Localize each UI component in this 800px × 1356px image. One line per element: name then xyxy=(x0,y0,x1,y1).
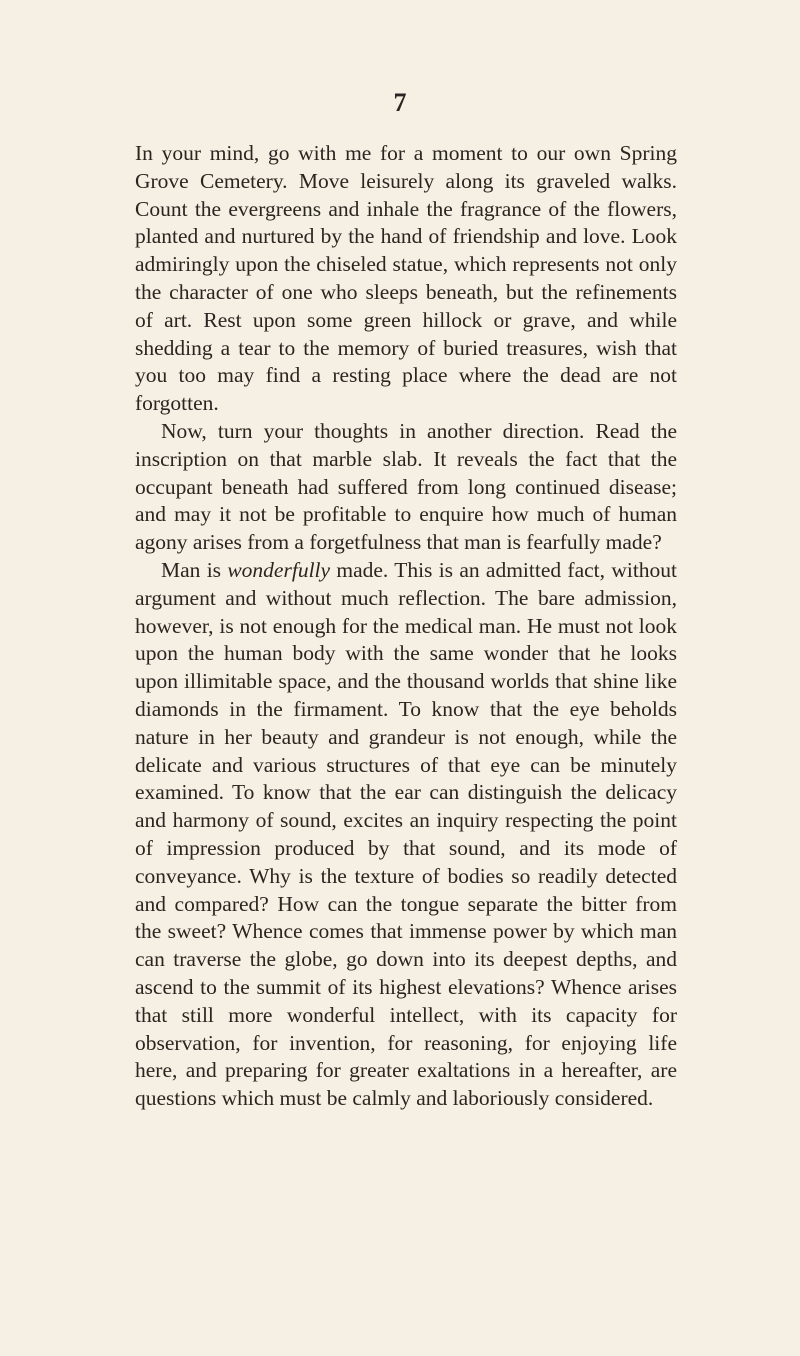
paragraph-text-end: made. This is an admitted fact, without argument and without much reflection. The bare admission, however, is not enough for the medical man. He must not look upon the human body with the same wonder that he looks upon illimitable space, and the thousand worlds that shine like diamonds in the firmament. To know that the eye beholds nature in her beauty and grandeur is not enough, while the delicate and various structures of that eye can be minutely examined. To know that the ear can distinguish the delicacy and harmony of sound, excites an inquiry respecting the point of impression produced by that sound, and its mode of conveyance. Why is the texture of bodies so readily detected and compared? How can the tongue separate the bitter from the sweet? Whence comes that immense power by which man can traverse the globe, go down into its deepest depths, and ascend to the summit of its highest elevations? Whence arises that still more wonderful intellect, with its capacity for observation, for invention, for reasoning, for enjoying life here, and preparing for greater exaltations in a hereafter, are questions which must be calmly and laboriously considered. xyxy=(135,557,678,1111)
page-number: 7 xyxy=(393,88,407,117)
emphasized-word: wonderfully xyxy=(227,557,331,582)
paragraph-text-start: Man is xyxy=(161,557,228,582)
paragraph-inscription: Now, turn your thoughts in another direction. Read the inscription on that marble slab. It reveals the fact that the occupant beneath had suffered from long continued disease; and may it not be profitable to enquire how much of human agony arises from a forgetfulness that man is fearfully made? xyxy=(135,418,677,555)
paragraph-cemetery: In your mind, go with me for a moment to our own Spring Grove Cemetery. Move leisurely along its graveled walks. Count the evergreens and inhale the fragrance of the flowers, planted and nurtured by the hand of friendship and love. Look admiringly upon the chiseled statue, which represents not only the character of one who sleeps beneath, but the refinements of art. Rest upon some green hillock or grave, and while shedding a tear to the memory of buried treasures, wish that you too may find a resting place where the dead are not forgotten. xyxy=(135,141,677,416)
body-text xyxy=(135,140,677,1113)
paragraph-wonderfully-made xyxy=(135,557,677,1113)
